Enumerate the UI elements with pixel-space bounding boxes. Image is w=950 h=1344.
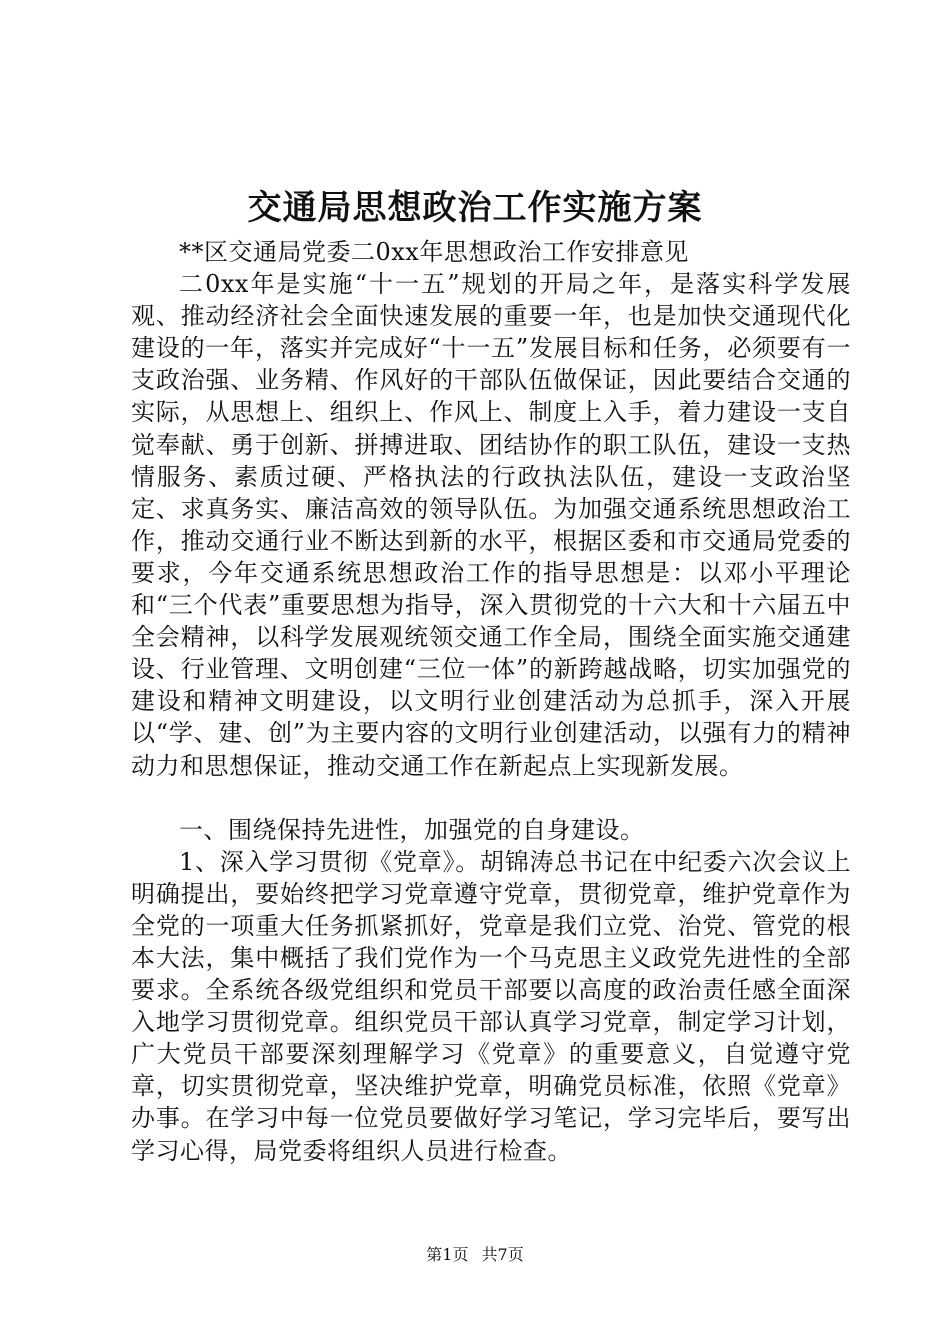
paragraph-gap (131, 782, 851, 814)
document-body (131, 236, 851, 1167)
section-heading: 一、围绕保持先进性，加强党的自身建设。 (179, 815, 645, 844)
page-number-current: 第1页 (426, 1245, 469, 1264)
page-footer (0, 1244, 950, 1266)
paragraph-intro: 二0xx年是实施“十一五”规划的开局之年，是落实科学发展观、推动经济社会全面快速发展的重要一年，也是加快交通现代化建设的一年，落实并完成好“十一五”发展目标和任务，必须要有一支政治强、业务精、作风好的干部队伍做保证，因此要结合交通的实际，从思想上、组织上、作风上、制度上入手，着力建设一支自觉奉献、勇于创新、拼搏进取、团结协作的职工队伍，建设一支热情服务、素质过硬、严格执法的行政执法队伍，建设一支政治坚定、求真务实、廉洁高效的领导队伍。为加强交通系统思想政治工作，推动交通行业不断达到新的水平，根据区委和市交通局党委的要求，今年交通系统思想政治工作的指导思想是：以邓小平理论和“三个代表”重要思想为指导，深入贯彻党的十六大和十六届五中全会精神，以科学发展观统领交通工作全局，围绕全面实施交通建设、行业管理、文明创建“三位一体”的新跨越战略，切实加强党的建设和精神文明建设，以文明行业创建活动为总抓手，深入开展以“学、建、创”为主要内容的文明行业创建活动，以强有力的精神动力和思想保证，推动交通工作在新起点上实现新发展。 (131, 270, 851, 780)
document-title: 交通局思想政治工作实施方案 (247, 188, 703, 228)
document-subtitle: **区交通局党委二0xx年思想政治工作安排意见 (179, 238, 689, 266)
paragraph-section-1: 1、深入学习贯彻《党章》。胡锦涛总书记在中纪委六次会议上明确提出，要始终把学习党章遵守党章，贯彻党章，维护党章作为全党的一项重大任务抓紧抓好，党章是我们立党、治党、管党的根本大法，集中概括了我们党作为一个马克思主义政党先进性的全部要求。全系统各级党组织和党员干部要以高度的政治责任感全面深入地学习贯彻党章。组织党员干部认真学习党章，制定学习计划，广大党员干部要深刻理解学习《党章》的重要意义，自觉遵守党章，切实贯彻党章，坚决维护党章，明确党员标准，依照《党章》办事。在学习中每一位党员要做好学习笔记，学习完毕后，要写出学习心得，局党委将组织人员进行检查。 (131, 847, 851, 1165)
page-number-total: 共7页 (481, 1245, 524, 1264)
